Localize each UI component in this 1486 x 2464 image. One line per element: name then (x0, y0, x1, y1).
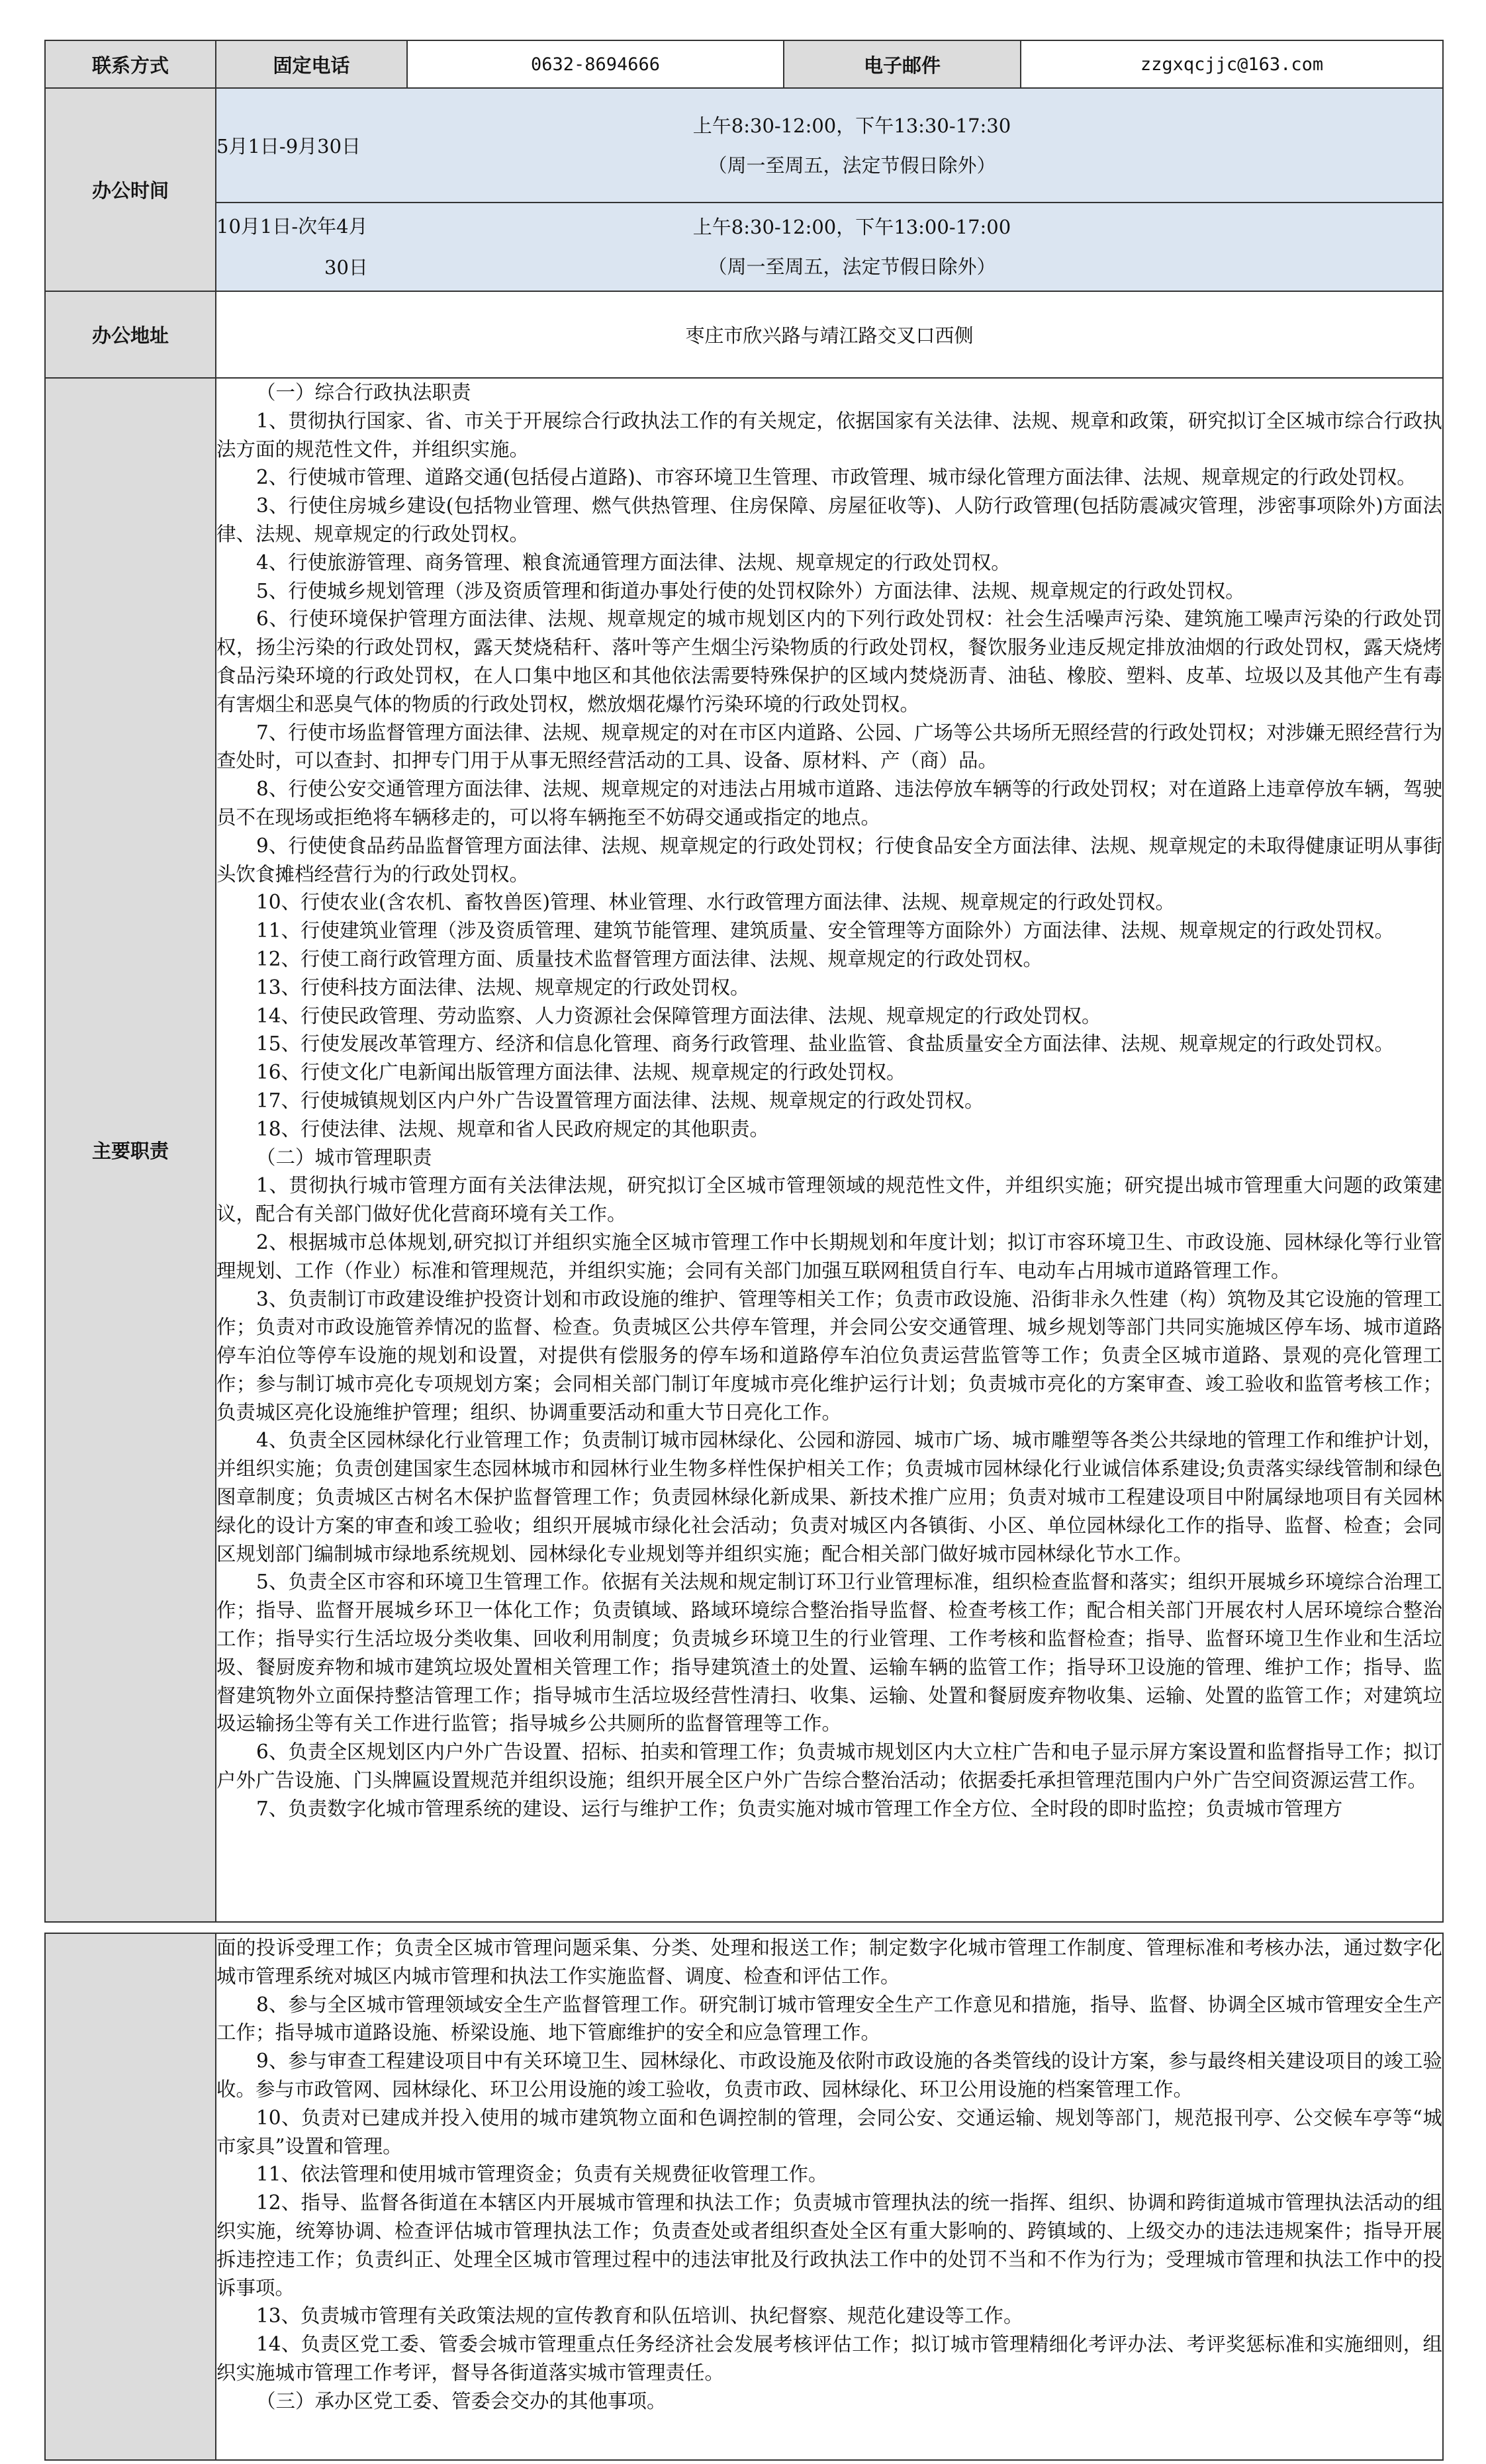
page1-paragraph: 8、行使公安交通管理方面法律、法规、规章规定的对违法占用城市道路、违法停放车辆等的行政处罚权；对在道路上违章停放车辆，驾驶员不在现场或拒绝将车辆移走的，可以将车辆拖至不妨碍交通或指定的地点。 (216, 778, 1442, 829)
page1-paragraph: 2、行使城市管理、道路交通(包括侵占道路)、市容环境卫生管理、市政管理、城市绿化管理方面法律、法规、规章规定的行政处罚权。 (256, 466, 1416, 489)
email-value: zzgxqcjjc@163.com (1021, 40, 1443, 88)
duties-text-page1 (216, 378, 1443, 1922)
page2-paragraph: 10、负责对已建成并投入使用的城市建筑物立面和色调控制的管理，会同公安、交通运输、规划等部门，规范报刊亭、公交候车亭等“城市家具”设置和管理。 (216, 2106, 1442, 2158)
duties-row (45, 378, 1443, 1922)
page1-paragraph: （二）城市管理职责 (256, 1146, 432, 1169)
page1-paragraph: 6、负责全区规划区内户外广告设置、招标、拍卖和管理工作；负责城市规划区内大立柱广告和电子显示屏方案设置和监督指导工作；拟订户外广告设施、门头牌匾设置规范并组织设施；组织开展全区户外广告综合整治活动；依据委托承担管理范围内户外广告空间资源运营工作。 (216, 1741, 1442, 1792)
page2-paragraph: （三）承办区党工委、管委会交办的其他事项。 (256, 2389, 667, 2412)
page1-paragraph: 15、行使发展改革管理方、经济和信息化管理、商务行政管理、盐业监管、食盐质量安全方面法律、法规、规章规定的行政处罚权。 (256, 1032, 1395, 1056)
summer-range: 5月1日-9月30日 (216, 135, 361, 158)
page1-paragraph: 12、行使工商行政管理方面、质量技术监督管理方面法律、法规、规章规定的行政处罚权。 (256, 947, 1043, 970)
hours-row-winter (45, 203, 1443, 291)
page2-paragraph: 14、负责区党工委、管委会城市管理重点任务经济社会发展考核评估工作；拟订城市管理精细化考评办法、考评奖惩标准和实施细则，组织实施城市管理工作考评，督导各街道落实城市管理责任。 (216, 2333, 1442, 2384)
winter-range-line2: 30日 (324, 256, 368, 279)
page1-paragraph: （一）综合行政执法职责 (256, 381, 471, 404)
contact-label: 联系方式 (45, 40, 216, 88)
page1-paragraph: 4、负责全区园林绿化行业管理工作；负责制订城市园林绿化、公园和游园、城市广场、城市雕塑等各类公共绿地的管理工作和维护计划，并组织实施；负责创建国家生态园林城市和园林行业生物多样性保护相关工作；负责城市园林绿化行业诚信体系建设;负责落实绿线管制和绿色图章制度；负责城区古树名木保护监督管理工作；负责园林绿化新成果、新技术推广应用；负责对城市工程建设项目中附属绿地项目有关园林绿化的设计方案的审查和竣工验收；组织开展城市绿化社会活动；负责对城区内各镇街、小区、单位园林绿化工作的指导、监督、检查；会同区规划部门编制城市绿地系统规划、园林绿化专业规划等并组织实施；配合相关部门做好城市园林绿化节水工作。 (216, 1429, 1442, 1565)
page1-paragraph: 7、负责数字化城市管理系统的建设、运行与维护工作；负责实施对城市管理工作全方位、全时段的即时监控；负责城市管理方 (256, 1797, 1343, 1820)
contact-row (45, 40, 1443, 88)
page1-paragraph: 3、负责制订市政建设维护投资计划和市政设施的维护、管理等相关工作；负责市政设施、沿街非永久性建（构）筑物及其它设施的管理工作；负责对市政设施管养情况的监督、检查。负责城区公共停车管理，并会同公安交通管理、城乡规划等部门共同实施城区停车场、城市道路停车泊位等停车设施的规划和设置，对提供有偿服务的停车场和道路停车泊位负责运营监管等工作；负责全区城市道路、景观的亮化管理工作；参与制订城市亮化专项规划方案；会同相关部门制订年度城市亮化维护运行计划；负责城市亮化的方案审查、竣工验收和监管考核工作；负责城区亮化设施维护管理；组织、协调重要活动和重大节日亮化工作。 (216, 1287, 1442, 1424)
duties-label: 主要职责 (45, 378, 216, 1922)
page1-paragraph: 11、行使建筑业管理（涉及资质管理、建筑节能管理、建筑质量、安全管理等方面除外）方面法律、法规、规章规定的行政处罚权。 (256, 919, 1395, 942)
page1-paragraph: 5、行使城乡规划管理（涉及资质管理和街道办事处行使的处罚权除外）方面法律、法规、规章规定的行政处罚权。 (256, 579, 1245, 602)
page2-paragraph: 13、负责城市管理有关政策法规的宣传教育和队伍培训、执纪督察、规范化建设等工作。 (256, 2304, 1023, 2328)
summer-hours-cell (216, 88, 1443, 203)
page1-paragraph: 18、行使法律、法规、规章和省人民政府规定的其他职责。 (256, 1117, 770, 1140)
page2-paragraph: 12、指导、监督各街道在本辖区内开展城市管理和执法工作；负责城市管理执法的统一指挥、组织、协调和跨街道城市管理执法活动的组织实施，统筹协调、检查评估城市管理执法工作；负责查处或者组织查处全区有重大影响的、跨镇域的、上级交办的违法违规案件；指导开展拆违控违工作；负责纠正、处理全区城市管理过程中的违法审批及行政执法工作中的处罚不当和不作为行为；受理城市管理和执法工作中的投诉事项。 (216, 2191, 1442, 2299)
winter-hours-cell (216, 203, 1443, 291)
winter-time: 上午8:30-12:00，下午13:00-17:00 (692, 216, 1011, 238)
address-label: 办公地址 (45, 291, 216, 378)
summer-note: （周一至周五，法定节假日除外） (708, 154, 996, 177)
address-row (45, 291, 1443, 378)
duties-continued-label (45, 1933, 216, 2460)
page1-paragraph: 9、行使使食品药品监督管理方面法律、法规、规章规定的行政处罚权；行使食品安全方面法律、法规、规章规定的未取得健康证明从事街头饮食摊档经营行为的行政处罚权。 (216, 834, 1442, 886)
duties-continued-table (44, 1933, 1444, 2461)
page1-paragraph: 1、贯彻执行国家、省、市关于开展综合行政执法工作的有关规定，依据国家有关法律、法规、规章和政策，研究拟订全区城市综合行政执法方面的规范性文件，并组织实施。 (216, 409, 1442, 461)
winter-note: （周一至周五，法定节假日除外） (708, 255, 996, 278)
page1-paragraph: 17、行使城镇规划区内户外广告设置管理方面法律、法规、规章规定的行政处罚权。 (256, 1089, 984, 1112)
duties-text-page2 (216, 1933, 1443, 2460)
phone-value: 0632-8694666 (407, 40, 784, 88)
winter-range-line1: 10月1日-次年4月 (216, 215, 368, 238)
email-label: 电子邮件 (784, 40, 1021, 88)
duties-continued-row (45, 1933, 1443, 2460)
phone-label: 固定电话 (216, 40, 407, 88)
page2-paragraph: 9、参与审查工程建设项目中有关环境卫生、园林绿化、市政设施及依附市政设施的各类管线的设计方案，参与最终相关建设项目的竣工验收。参与市政管网、园林绿化、环卫公用设施的竣工验收，负责市政、园林绿化、环卫公用设施的档案管理工作。 (216, 2050, 1442, 2101)
page1-paragraph: 4、行使旅游管理、商务管理、粮食流通管理方面法律、法规、规章规定的行政处罚权。 (256, 551, 1011, 574)
page1-paragraph: 10、行使农业(含农机、畜牧兽医)管理、林业管理、水行政管理方面法律、法规、规章规定的行政处罚权。 (256, 891, 1176, 914)
hours-row-summer (45, 88, 1443, 203)
page1-paragraph: 7、行使市场监督管理方面法律、法规、规章规定的对在市区内道路、公园、广场等公共场所无照经营的行政处罚权；对涉嫌无照经营行为查处时，可以查封、扣押专门用于从事无照经营活动的工具、设备、原材料、产（商）品。 (216, 721, 1442, 772)
page2-paragraph: 11、依法管理和使用城市管理资金；负责有关规费征收管理工作。 (256, 2163, 828, 2186)
page2-paragraph: 面的投诉受理工作；负责全区城市管理问题采集、分类、处理和报送工作；制定数字化城市管理工作制度、管理标准和考核办法，通过数字化城市管理系统对城区内城市管理和执法工作实施监督、调度、检查和评估工作。 (216, 1937, 1442, 1987)
page1-paragraph: 14、行使民政管理、劳动监察、人力资源社会保障管理方面法律、法规、规章规定的行政处罚权。 (256, 1004, 1101, 1027)
address-value: 枣庄市欣兴路与靖江路交叉口西侧 (216, 291, 1443, 378)
page1-paragraph: 1、贯彻执行城市管理方面有关法律法规，研究拟订全区城市管理领域的规范性文件，并组织实施；研究提出城市管理重大问题的政策建议，配合有关部门做好优化营商环境有关工作。 (216, 1174, 1442, 1226)
page2-paragraph: 8、参与全区城市管理领域安全生产监督管理工作。研究制订城市管理安全生产工作意见和措施，指导、监督、协调全区城市管理安全生产工作；指导城市道路设施、桥梁设施、地下管廊维护的安全和应急管理工作。 (216, 1993, 1442, 2044)
hours-label: 办公时间 (45, 88, 216, 291)
page1-paragraph: 3、行使住房城乡建设(包括物业管理、燃气供热管理、住房保障、房屋征收等)、人防行政管理(包括防震减灾管理，涉密事项除外)方面法律、法规、规章规定的行政处罚权。 (216, 494, 1442, 545)
page1-paragraph: 2、根据城市总体规划,研究拟订并组织实施全区城市管理工作中长期规划和年度计划；拟订市容环境卫生、市政设施、园林绿化等行业管理规划、工作（作业）标准和管理规范，并组织实施；会同有关部门加强互联网租赁自行车、电动车占用城市道路管理工作。 (216, 1230, 1442, 1282)
info-table (44, 40, 1444, 1923)
page1-paragraph: 5、负责全区市容和环境卫生管理工作。依据有关法规和规定制订环卫行业管理标准，组织检查监督和落实；组织开展城乡环境综合治理工作；指导、监督开展城乡环卫一体化工作；负责镇域、路域环境综合整治指导监督、检查考核工作；配合相关部门开展农村人居环境综合整治工作；指导实行生活垃圾分类收集、回收利用制度；负责城乡环境卫生的行业管理、工作考核和监督检查；指导、监督环境卫生作业和生活垃圾、餐厨废弃物和城市建筑垃圾处置相关管理工作；指导建筑渣土的处置、运输车辆的监管工作；指导环卫设施的管理、维护工作；指导、监督建筑物外立面保持整洁管理工作；指导城市生活垃圾经营性清扫、收集、运输、处置和餐厨废弃物收集、运输、处置的监管工作；对建筑垃圾运输扬尘等有关工作进行监管；指导城乡公共厕所的监督管理等工作。 (216, 1571, 1442, 1735)
summer-time: 上午8:30-12:00，下午13:30-17:30 (692, 114, 1011, 137)
page1-paragraph: 13、行使科技方面法律、法规、规章规定的行政处罚权。 (256, 976, 750, 999)
page1-paragraph: 16、行使文化广电新闻出版管理方面法律、法规、规章规定的行政处罚权。 (256, 1061, 906, 1084)
page1-paragraph: 6、行使环境保护管理方面法律、法规、规章规定的城市规划区内的下列行政处罚权：社会生活噪声污染、建筑施工噪声污染的行政处罚权，扬尘污染的行政处罚权，露天焚烧秸秆、落叶等产生烟尘污染物质的行政处罚权，餐饮服务业违反规定排放油烟的行政处罚权，露天烧烤食品污染环境的行政处罚权，在人口集中地区和其他依法需要特殊保护的区域内焚烧沥青、油毡、橡胶、塑料、皮革、垃圾以及其他产生有毒有害烟尘和恶臭气体的物质的行政处罚权，燃放烟花爆竹污染环境的行政处罚权。 (216, 608, 1442, 715)
